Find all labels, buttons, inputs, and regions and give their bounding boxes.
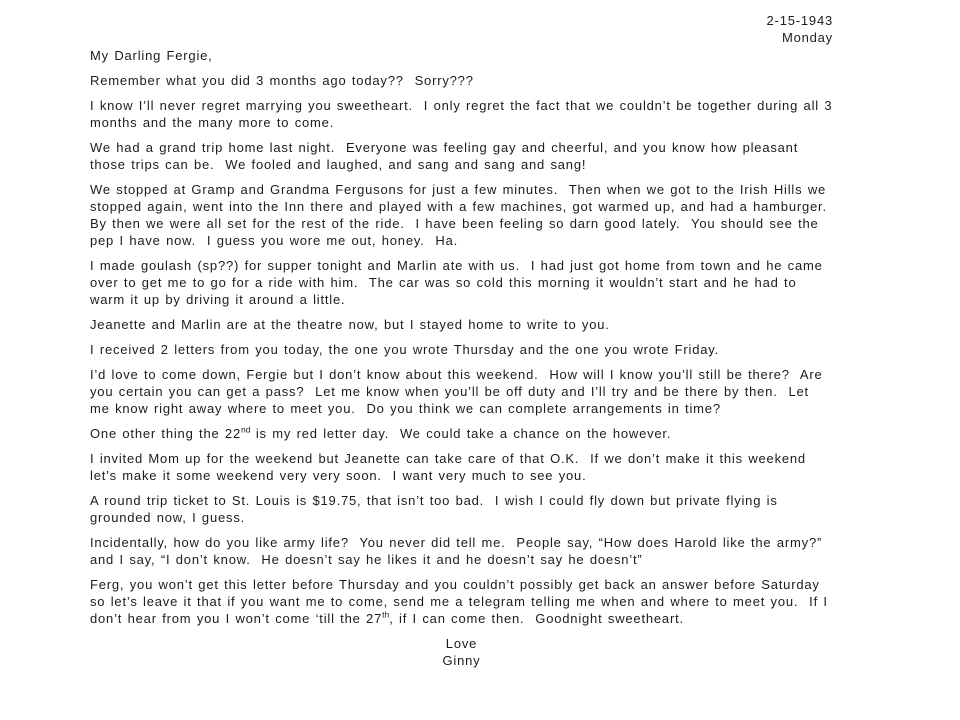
- letter-date: 2-15-1943: [766, 13, 833, 28]
- signature-block: [90, 635, 833, 669]
- paragraph: Incidentally, how do you like army life? You never did tell me. People say, “How does Harold like the army?” and I say, “I don’t know. He doesn’t say he likes it and he doesn’t say he doesn’t”: [90, 535, 828, 567]
- paragraph: A round trip ticket to St. Louis is $19.75, that isn’t too bad. I wish I could fly down but private flying is grounded now, I guess.: [90, 493, 784, 525]
- paragraph: I made goulash (sp??) for supper tonight and Marlin ate with us. I had just got home from town and he came over to get me to go for a ride with him. The car was so cold this morning it wouldn’t start and he had to warm it up by driving it around a little.: [90, 258, 829, 307]
- paragraph: Jeanette and Marlin are at the theatre now, but I stayed home to write to you.: [90, 317, 610, 332]
- paragraph: We had a grand trip home last night. Everyone was feeling gay and cheerful, and you know how pleasant those trips can be. We fooled and laughed, and sang and sang and sang!: [90, 140, 804, 172]
- paragraph: I received 2 letters from you today, the one you wrote Thursday and the one you wrote Friday.: [90, 342, 720, 357]
- signature-name: Ginny: [442, 653, 481, 668]
- paragraph: We stopped at Gramp and Grandma Fergusons for just a few minutes. Then when we got to the Irish Hills we stopped again, went into the Inn there and played with a few machines, got warmed up, and had a hamburger. By then we were all set for the rest of the ride. I have been feeling so darn good lately. You should see the pep I have now. I guess you wore me out, honey. Ha.: [90, 182, 838, 248]
- paragraph: I invited Mom up for the weekend but Jeanette can take care of that O.K. If we don’t make it this weekend let’s make it some weekend very very soon. I want very much to see you.: [90, 451, 812, 483]
- paragraph: I know I’ll never regret marrying you sweetheart. I only regret the fact that we couldn’t be together during all 3 months and the many more to come.: [90, 98, 838, 130]
- paragraph: Ferg, you won’t get this letter before Thursday and you couldn’t possibly get back an answer before Saturday so let’s leave it that if you want me to come, send me a telegram telling me when and where to meet you. If I don’t hear from you I won’t come ‘till the 27th, if I can come then. Goodnight sweetheart.: [90, 577, 834, 626]
- paragraphs-container: [90, 72, 838, 627]
- paragraph: One other thing the 22nd is my red letter day. We could take a chance on the however.: [90, 424, 672, 441]
- paragraph: I’d love to come down, Fergie but I don’t know about this weekend. How will I know you’ll still be there? Are you certain you can get a pass? Let me know when you’ll be off duty and I’ll try and be there by then. Let me know right away where to meet you. Do you think we can complete arrangements in time?: [90, 367, 828, 416]
- salutation: My Darling Fergie,: [90, 48, 213, 63]
- paragraph: Remember what you did 3 months ago today?? Sorry???: [90, 73, 474, 88]
- closing: Love: [445, 636, 478, 651]
- date-block: [90, 12, 833, 46]
- letter-day: Monday: [781, 30, 833, 45]
